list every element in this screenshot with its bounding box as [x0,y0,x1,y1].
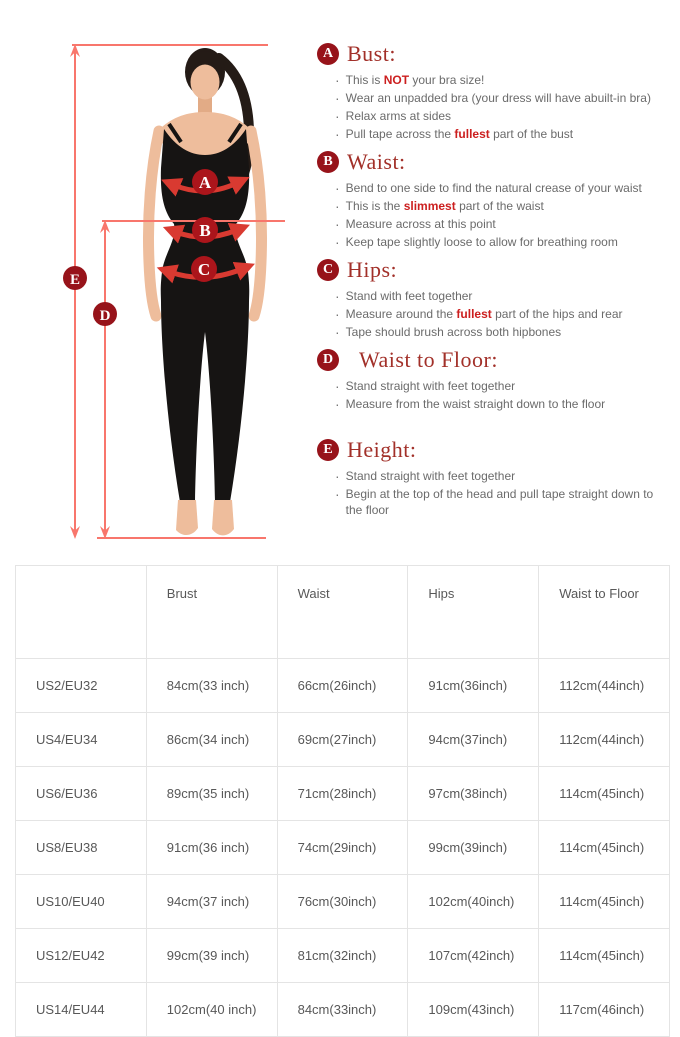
letter-badge-icon: B [317,151,339,173]
bullet-segment: fullest [454,127,490,141]
measurement-cell: 99cm(39inch) [408,821,539,875]
bullet-item [335,306,669,322]
section-header [317,258,669,282]
section-header [317,150,669,174]
bullet-segment: Stand straight with feet together [345,379,516,393]
bullet-segment: Pull tape across the [345,127,455,141]
left-foot [176,500,198,535]
measurement-cell: 91cm(36inch) [408,659,539,713]
bullet-segment: NOT [383,73,410,87]
size-label-cell: US10/EU40 [16,875,147,929]
bullet-dot: · [335,234,340,250]
bullet-dot: · [335,180,340,196]
size-label-cell: US8/EU38 [16,821,147,875]
column-header [16,566,147,659]
bullet-item [335,288,669,304]
letter-badge-icon: D [317,349,339,371]
bullet-item [335,486,669,518]
bullet-text [346,108,451,124]
bullet-segment: Wear an unpadded bra (your dress will have abuilt-in bra) [345,91,651,105]
bullet-dot: · [335,486,340,502]
letter-badge-icon: A [317,43,339,65]
measurement-cell: 84cm(33inch) [277,983,408,1037]
measurement-cell: 66cm(26inch) [277,659,408,713]
bullet-segment: Stand straight with feet together [345,469,516,483]
bullet-segment: This is the [345,199,404,213]
letter-badge-icon: C [317,259,339,281]
bullet-item [335,90,669,106]
bullet-segment: slimmest [403,199,456,213]
bullet-item [335,216,669,232]
guide-section-c [317,258,669,340]
bullet-dot: · [335,306,340,322]
bullet-dot: · [335,108,340,124]
table-row [16,767,670,821]
measurement-cell: 114cm(45inch) [539,875,670,929]
table-row [16,713,670,767]
measurement-cell: 99cm(39 inch) [146,929,277,983]
measurement-cell: 94cm(37 inch) [146,875,277,929]
section-title: Waist: [347,149,406,174]
size-label-cell: US2/EU32 [16,659,147,713]
section-title: Hips: [347,257,398,282]
bullet-text [346,306,623,322]
bullet-text [346,324,561,340]
bullet-text [346,234,618,250]
measurement-cell: 89cm(35 inch) [146,767,277,821]
waist-badge-letter: B [199,221,211,240]
bullet-text [346,216,496,232]
bullet-dot: · [335,288,340,304]
column-header: Hips [408,566,539,659]
section-title: Bust: [347,41,396,66]
measurement-cell: 94cm(37inch) [408,713,539,767]
bullet-segment: Tape should brush across both hipbones [345,325,562,339]
left-arm [148,131,159,316]
bullet-dot: · [335,468,340,484]
right-foot [212,500,234,535]
bullet-item [335,468,669,484]
face [191,65,220,100]
measurement-figure [0,0,316,560]
bullet-item [335,108,669,124]
header-row [16,566,670,659]
bullet-dot: · [335,90,340,106]
guide-section-e [317,438,669,518]
bullet-segment: Relax arms at sides [345,109,452,123]
bullet-segment: This is [345,73,384,87]
table-row [16,821,670,875]
bullet-dot: · [335,198,340,214]
measurement-cell: 76cm(30inch) [277,875,408,929]
bullet-dot: · [335,72,340,88]
bullet-segment: Keep tape slightly loose to allow for breathing room [345,235,618,249]
bullet-segment: Measure from the waist straight down to the floor [345,397,606,411]
measurement-cell: 91cm(36 inch) [146,821,277,875]
size-chart-header [16,566,670,659]
measurement-cell: 114cm(45inch) [539,821,670,875]
bullet-segment: Bend to one side to find the natural crease of your waist [345,181,642,195]
bullet-item [335,198,669,214]
guide-section-a [317,42,669,142]
bullet-text [346,180,642,196]
guide-section-d [317,348,669,412]
model-measurement-diagram [0,0,316,560]
measurement-cell: 84cm(33 inch) [146,659,277,713]
bullet-segment: Begin at the top of the head and pull tape straight down to the floor [345,487,654,517]
right-leg [205,300,249,502]
measurement-cell: 97cm(38inch) [408,767,539,821]
bullet-item [335,126,669,142]
height-badge-letter: E [69,272,81,288]
measurement-cell: 71cm(28inch) [277,767,408,821]
measurement-cell: 107cm(42inch) [408,929,539,983]
column-header: Waist [277,566,408,659]
bullet-item [335,234,669,250]
measure-guide [317,42,669,526]
table-row [16,875,670,929]
bullet-item [335,378,669,394]
bullet-text [346,72,485,88]
size-chart-table [15,565,670,1037]
measurement-cell: 112cm(44inch) [539,713,670,767]
bullet-text [346,486,669,518]
measurement-cell: 74cm(29inch) [277,821,408,875]
measurement-cell: 114cm(45inch) [539,929,670,983]
bullet-item [335,72,669,88]
section-title: Waist to Floor: [359,347,498,372]
bullet-segment: Measure across at this point [345,217,496,231]
guide-section-b [317,150,669,250]
size-label-cell: US6/EU36 [16,767,147,821]
hips-badge-letter: C [197,260,211,279]
bullet-dot: · [335,396,340,412]
size-label-cell: US14/EU44 [16,983,147,1037]
measurement-cell: 117cm(46inch) [539,983,670,1037]
table-row [16,659,670,713]
bullet-segment: Stand with feet together [345,289,473,303]
section-title: Height: [347,437,417,462]
bullet-text [346,288,473,304]
measurement-cell: 112cm(44inch) [539,659,670,713]
bullet-dot: · [335,324,340,340]
bullet-text [346,468,515,484]
bullet-text [346,90,651,106]
table-row [16,983,670,1037]
bullet-segment: fullest [456,307,492,321]
bullet-segment: part of the hips and rear [491,307,623,321]
wtf-badge-letter: D [99,308,111,324]
letter-badge-icon: E [317,439,339,461]
measurement-cell: 109cm(43inch) [408,983,539,1037]
measurement-cell: 69cm(27inch) [277,713,408,767]
table-row [16,929,670,983]
measurement-cell: 102cm(40 inch) [146,983,277,1037]
column-header: Waist to Floor [539,566,670,659]
section-header [317,348,669,372]
measurement-cell: 102cm(40inch) [408,875,539,929]
measurement-cell: 86cm(34 inch) [146,713,277,767]
size-chart-body [16,659,670,1037]
section-header [317,438,669,462]
column-header: Brust [146,566,277,659]
bullet-segment: Measure around the [345,307,457,321]
bust-badge-letter: A [198,173,212,192]
section-header [317,42,669,66]
bullet-dot: · [335,378,340,394]
bullet-item [335,324,669,340]
left-leg [161,300,205,502]
bullet-item [335,180,669,196]
bullet-segment: part of the waist [455,199,544,213]
bullet-segment: your bra size! [409,73,485,87]
bullet-text [346,396,605,412]
bullet-text [346,378,515,394]
measurement-cell: 81cm(32inch) [277,929,408,983]
model-figure [148,48,261,535]
bullet-dot: · [335,126,340,142]
bullet-text [346,198,544,214]
bullet-dot: · [335,216,340,232]
measurement-cell: 114cm(45inch) [539,767,670,821]
size-label-cell: US4/EU34 [16,713,147,767]
right-arm [251,131,262,316]
bullet-text [346,126,573,142]
bullet-item [335,396,669,412]
size-label-cell: US12/EU42 [16,929,147,983]
bullet-segment: part of the bust [489,127,574,141]
